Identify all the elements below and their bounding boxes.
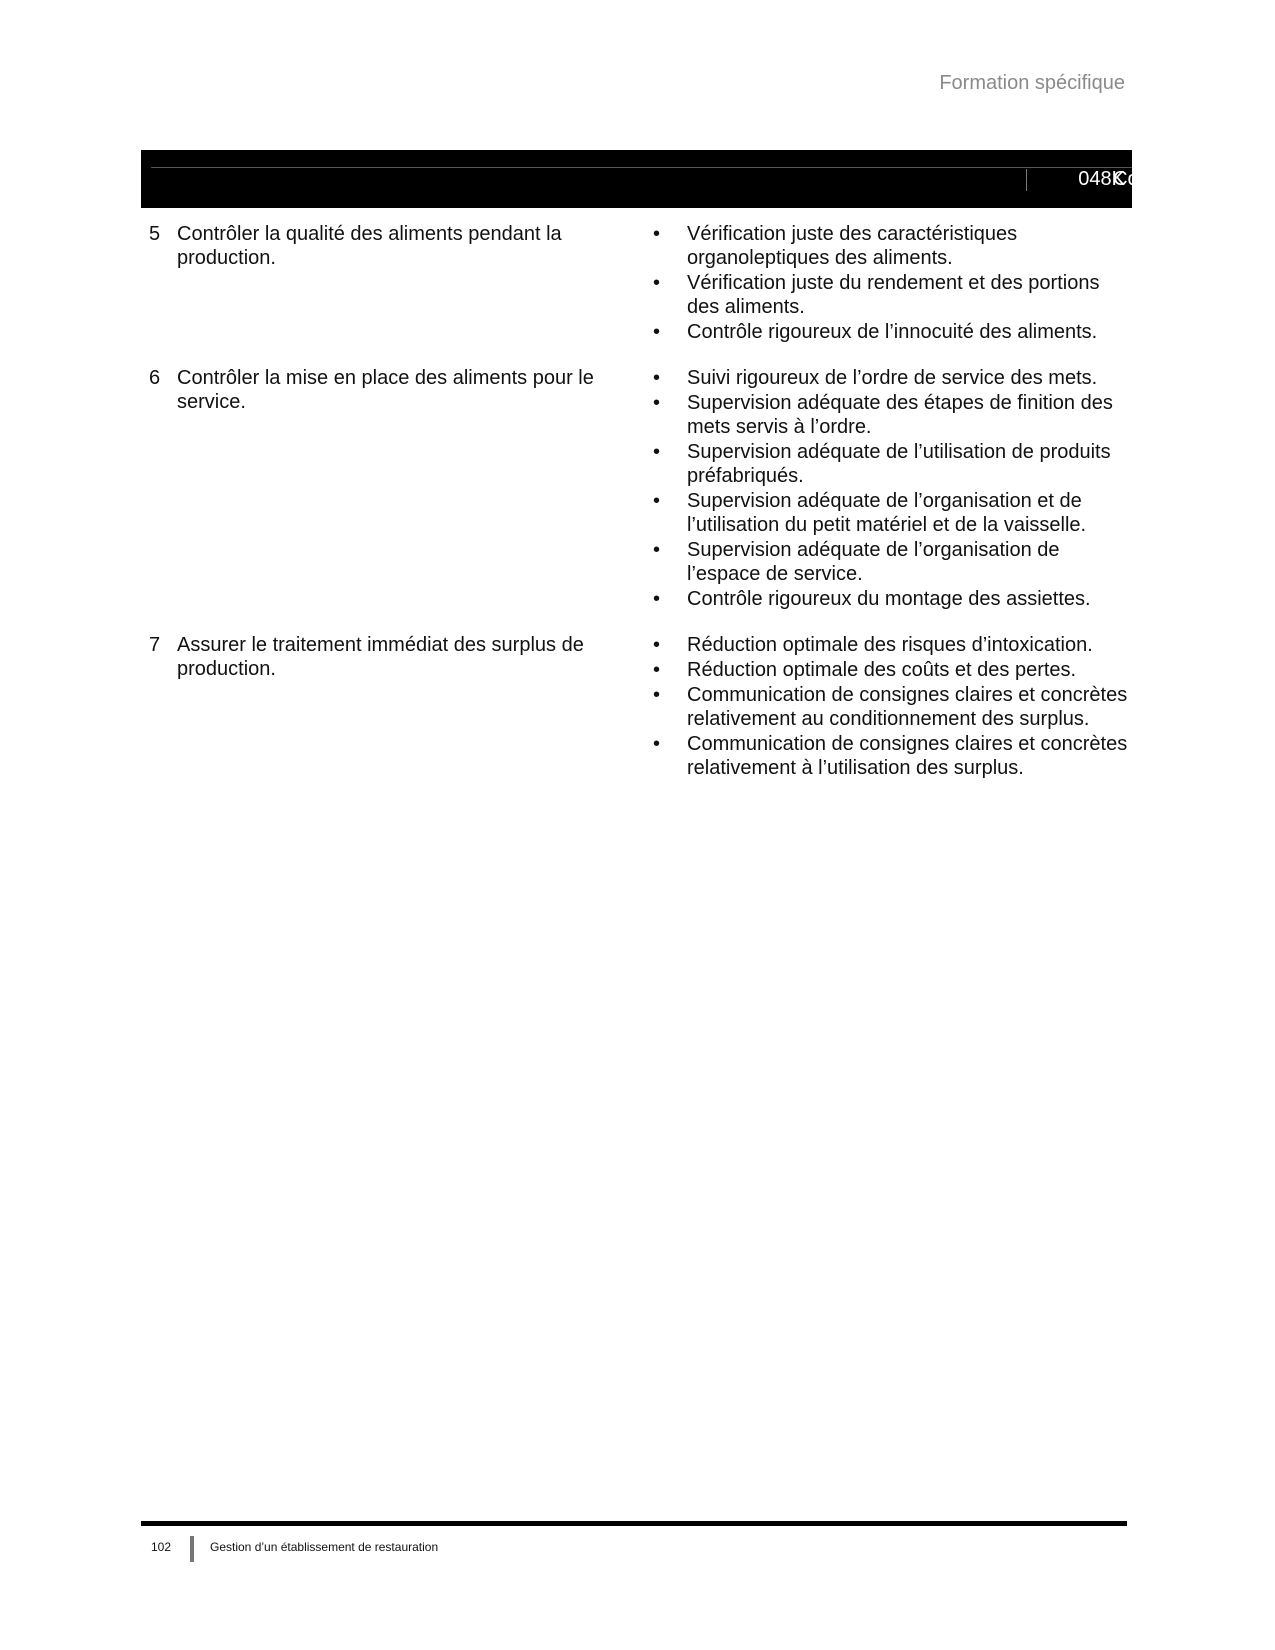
code-label: Code : [1113, 168, 1172, 190]
criteria-item: • Supervision adéquate des étapes de finition des mets servis à l’ordre. [657, 391, 1131, 439]
code-separator [1026, 169, 1027, 191]
table-row [141, 633, 1131, 780]
criteria-item: • Supervision adéquate de l’utilisation de produits préfabriqués. [657, 440, 1131, 488]
footer-rule [141, 1521, 1127, 1526]
table-row [141, 222, 1131, 344]
criteria-list [625, 222, 1131, 344]
criteria-item: • Réduction optimale des coûts et des pertes. [657, 658, 1131, 682]
page-number: 102 [151, 1540, 172, 1554]
criteria-item: • Communication de consignes claires et concrètes relativement à l’utilisation des surplus. [657, 732, 1131, 780]
page-header-title: Formation spécifique [939, 72, 1125, 94]
code-value: 048K [1078, 168, 1125, 190]
table-row [141, 366, 1131, 611]
criteria-item: • Réduction optimale des risques d’intoxication. [657, 633, 1131, 657]
competence-table [141, 222, 1131, 780]
criteria-item: • Supervision adéquate de l’organisation et de l’utilisation du petit matériel et de la vaisselle. [657, 489, 1131, 537]
criteria-item: • Communication de consignes claires et concrètes relativement au conditionnement des surplus. [657, 683, 1131, 731]
criteria-item: • Supervision adéquate de l’organisation de l’espace de service. [657, 538, 1131, 586]
criteria-item: • Vérification juste des caractéristiques organoleptiques des aliments. [657, 222, 1131, 270]
row-number: 6 [149, 367, 161, 389]
criteria-item: • Suivi rigoureux de l’ordre de service des mets. [657, 366, 1131, 390]
row-number: 7 [149, 634, 161, 656]
criteria-list [625, 633, 1131, 780]
footer-separator [190, 1536, 194, 1562]
code-bar-rule [151, 167, 1132, 168]
footer-document-title: Gestion d’un établissement de restauration [210, 1540, 439, 1554]
criteria-item: • Vérification juste du rendement et des portions des aliments. [657, 271, 1131, 319]
code-bar [141, 150, 1132, 208]
criteria-item: • Contrôle rigoureux du montage des assiettes. [657, 587, 1131, 611]
competence-text: Assurer le traitement immédiat des surplus de production. [177, 634, 584, 680]
criteria-item: • Contrôle rigoureux de l’innocuité des aliments. [657, 320, 1131, 344]
criteria-list [625, 366, 1131, 611]
competence-text: Contrôler la qualité des aliments pendant la production. [177, 223, 562, 269]
competence-text: Contrôler la mise en place des aliments pour le service. [177, 367, 594, 413]
row-number: 5 [149, 223, 161, 245]
